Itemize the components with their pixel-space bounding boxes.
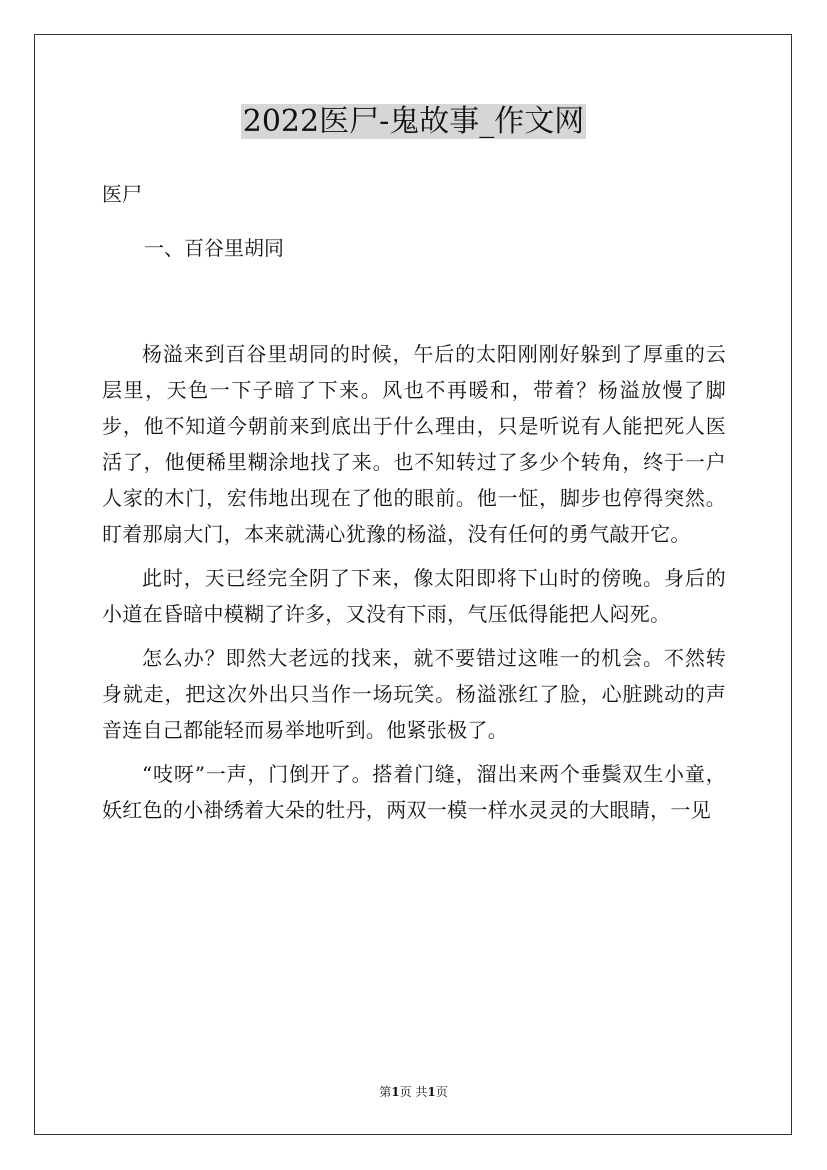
paragraph: 杨溢来到百谷里胡同的时候，午后的太阳刚刚好躲到了厚重的云层里，天色一下子暗了下来。风也不再暖和，带着？杨溢放慢了脚步，他不知道今朝前来到底出于什么理由，只是听说有人能把死人医活了，他便稀里糊涂地找了来。也不知转过了多少个转角，终于一户人家的木门，宏伟地出现在了他的眼前。他一怔，脚步也停得突然。盯着那扇大门，本来就满心犹豫的杨溢，没有任何的勇气敲开它。: [102, 342, 726, 546]
article-body: [102, 336, 726, 828]
footer-page-prefix: 第: [379, 1085, 392, 1099]
footer-page-total: 1: [427, 1085, 436, 1099]
footer-page-mid: 页 共: [399, 1085, 428, 1099]
paragraph: 此时，天已经完全阴了下来，像太阳即将下山时的傍晚。身后的小道在昏暗中模糊了许多，又没有下雨，气压低得能把人闷死。: [102, 566, 726, 626]
document-title-text: 2022医尸-鬼故事_作文网: [242, 104, 585, 139]
document-title: [0, 102, 827, 142]
section-heading: 一、百谷里胡同: [144, 236, 284, 260]
paragraph: “吱呀”一声，门倒开了。搭着门缝，溜出来两个垂鬓双生小童，妖红色的小褂绣着大朵的牡丹，两双一模一样水灵灵的大眼睛，一见: [102, 762, 726, 822]
page-footer: [0, 1084, 827, 1100]
footer-page-suffix: 页: [435, 1085, 448, 1099]
document-subtitle: 医尸: [102, 182, 142, 206]
footer-page-number: 1: [391, 1085, 400, 1099]
paragraph: 怎么办？即然大老远的找来，就不要错过这唯一的机会。不然转身就走，把这次外出只当作一场玩笑。杨溢涨红了脸，心脏跳动的声音连自己都能轻而易举地听到。他紧张极了。: [102, 646, 726, 742]
